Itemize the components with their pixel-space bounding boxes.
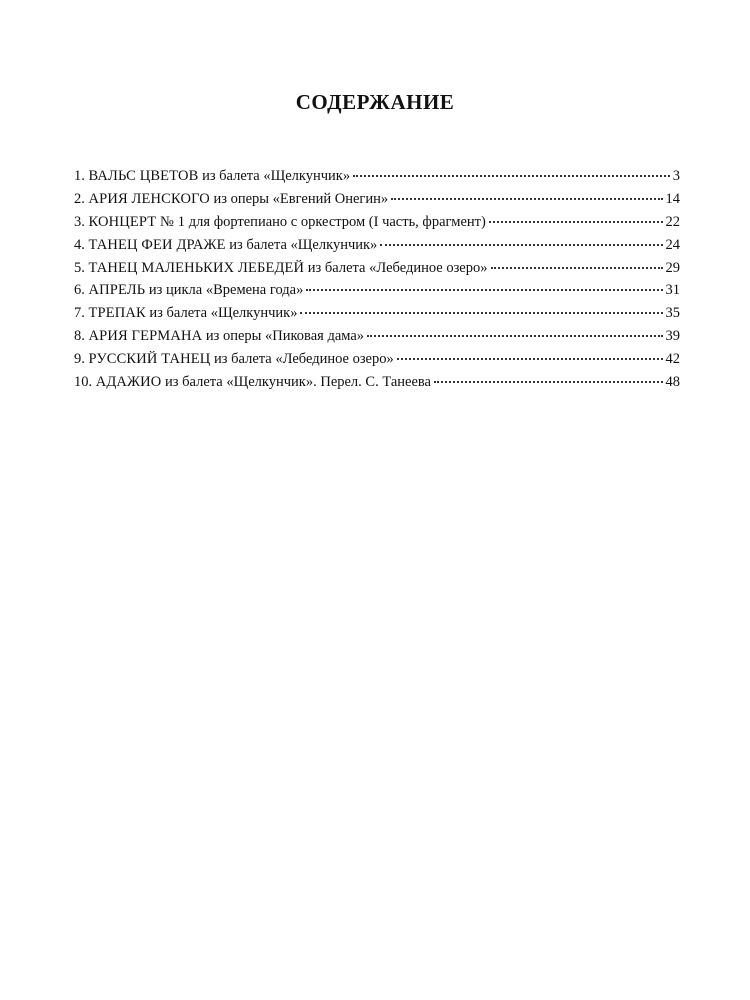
- toc-leader-dots: [380, 244, 662, 246]
- toc-entry-work: АДАЖИО: [95, 374, 162, 391]
- toc-leader-dots: [391, 198, 662, 200]
- toc-entry-work: ТАНЕЦ ФЕИ ДРАЖЕ: [88, 236, 226, 253]
- toc-entry-page: 42: [665, 351, 680, 368]
- toc-entry-description: из оперы «Пиковая дама»: [202, 328, 365, 345]
- toc-entry-description: для фортепиано с оркестром (I часть, фрагмент): [185, 213, 486, 230]
- toc-entry-number: 7.: [74, 305, 85, 322]
- toc-leader-dots: [397, 358, 663, 360]
- toc-entry-work: ТРЕПАК: [88, 305, 146, 322]
- toc-entry: [74, 305, 680, 328]
- toc-entry-number: 1.: [74, 168, 85, 184]
- toc-entry-label: [74, 351, 394, 368]
- toc-entry-work: КОНЦЕРТ № 1: [88, 213, 186, 230]
- toc-entry-label: [74, 282, 303, 299]
- toc-entry-description: из балета «Щелкунчик»: [145, 305, 298, 322]
- toc-entry-label: [74, 168, 350, 185]
- toc-entry-work: АПРЕЛЬ: [88, 282, 146, 299]
- toc-entry: [74, 374, 680, 397]
- toc-entry-work: ТАНЕЦ МАЛЕНЬКИХ ЛЕБЕДЕЙ: [88, 259, 305, 276]
- toc-entry-label: [74, 328, 364, 345]
- toc-entry-description: из оперы «Евгений Онегин»: [209, 190, 389, 207]
- toc-entry: [74, 282, 680, 305]
- toc-leader-dots: [367, 335, 662, 337]
- toc-entry: [74, 214, 680, 237]
- toc-entry-number: 10.: [74, 374, 93, 391]
- toc-entry-description: из балета «Лебединое озеро»: [210, 351, 394, 368]
- toc-entry-page: 3: [672, 168, 680, 184]
- toc-entry: [74, 328, 680, 351]
- toc-entry-label: [74, 374, 431, 391]
- toc-entry: [74, 351, 680, 374]
- toc-entry-page: 24: [665, 236, 680, 253]
- toc-entry-work: ВАЛЬС ЦВЕТОВ: [88, 168, 199, 184]
- toc-leader-dots: [300, 312, 662, 314]
- toc-entry-description: из балета «Щелкунчик»: [198, 168, 351, 184]
- toc-entry-page: 39: [665, 328, 680, 345]
- toc-entry-work: АРИЯ ЛЕНСКОГО: [88, 190, 210, 207]
- toc-entry: [74, 260, 680, 283]
- toc-entry-label: [74, 191, 388, 208]
- toc-leader-dots: [434, 381, 663, 383]
- toc-entry-page: 35: [665, 305, 680, 322]
- toc-entry-label: [74, 305, 297, 322]
- toc-entry-description: из балета «Щелкунчик»: [225, 236, 378, 253]
- toc-leader-dots: [306, 289, 662, 291]
- table-of-contents: [74, 168, 680, 397]
- toc-entry-number: 5.: [74, 259, 85, 276]
- toc-entry-number: 6.: [74, 282, 85, 299]
- toc-entry-label: [74, 214, 486, 231]
- toc-entry-description: из балета «Щелкунчик». Перел. С. Танеева: [161, 374, 431, 391]
- toc-leader-dots: [491, 267, 663, 269]
- toc-entry: [74, 191, 680, 214]
- toc-entry-label: [74, 237, 377, 254]
- toc-entry-page: 22: [665, 213, 680, 230]
- toc-entry: [74, 168, 680, 191]
- toc-entry-number: 3.: [74, 213, 85, 230]
- toc-entry-page: 31: [665, 282, 680, 299]
- toc-entry-page: 14: [665, 190, 680, 207]
- toc-entry-label: [74, 260, 488, 277]
- toc-entry-work: АРИЯ ГЕРМАНА: [88, 328, 203, 345]
- toc-entry-page: 29: [665, 259, 680, 276]
- toc-entry-description: из цикла «Времена года»: [145, 282, 304, 299]
- page-title: СОДЕРЖАНИЕ: [295, 90, 455, 114]
- toc-entry-number: 9.: [74, 351, 85, 368]
- toc-entry-number: 2.: [74, 190, 85, 207]
- toc-entry-number: 8.: [74, 328, 85, 345]
- toc-entry: [74, 237, 680, 260]
- toc-leader-dots: [353, 175, 670, 177]
- toc-entry-description: из балета «Лебединое озеро»: [304, 259, 488, 276]
- toc-entry-number: 4.: [74, 236, 85, 253]
- toc-leader-dots: [489, 221, 663, 223]
- toc-entry-page: 48: [665, 374, 680, 391]
- toc-entry-work: РУССКИЙ ТАНЕЦ: [88, 351, 211, 368]
